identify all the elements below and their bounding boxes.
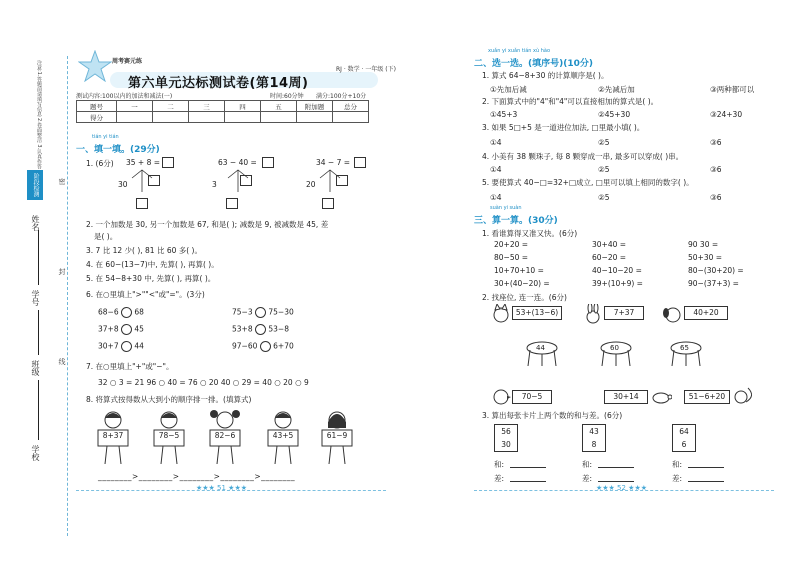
- q6-left: 97−60: [232, 341, 258, 351]
- field-school-line[interactable]: [38, 380, 39, 440]
- right-page-number: ★★★ 52 ★★★: [596, 484, 648, 492]
- q6-left: 75−3: [232, 307, 253, 317]
- q1-split-box-5[interactable]: [322, 198, 334, 209]
- page-title: 第六单元达标测试卷(第14周): [128, 76, 309, 91]
- s5-question: 5. 要使算式 40−□=32+□成立, □里可以填上相同的数字( )。: [482, 178, 694, 187]
- section3-pinyin: suàn yi suàn: [490, 205, 522, 211]
- score-cell: 一: [117, 101, 153, 112]
- s5-opt-2[interactable]: ②5: [598, 193, 610, 202]
- score-input[interactable]: [189, 112, 225, 123]
- c3-diff-label-1: 差:: [494, 474, 505, 483]
- c2-bottom-card-2[interactable]: 30+14: [604, 390, 648, 404]
- grade-meta: RJ · 数学 · 一年级 (下): [336, 66, 396, 73]
- s4-opt-2[interactable]: ②5: [598, 165, 610, 174]
- series-name: 周考赛元练: [112, 58, 143, 65]
- q6-right: 45: [134, 324, 144, 334]
- star-logo-icon: [78, 50, 112, 82]
- cut-mark-1: 密: [58, 178, 66, 185]
- q5: 5. 在 54−8+30 中, 先算( ), 再算( )。: [86, 274, 216, 283]
- c1-label: 1. 看谁算得又准又快。(6分): [482, 229, 578, 238]
- q6-left: 30+7: [98, 341, 119, 351]
- score-cell: 五: [261, 101, 297, 112]
- dog-icon: [662, 304, 684, 324]
- q1-label: 1. (6分): [86, 159, 114, 168]
- s1-opt-2[interactable]: ②先减后加: [598, 85, 635, 94]
- c1-r2-b[interactable]: 60−20 =: [592, 253, 627, 262]
- c1-r1-b[interactable]: 30+40 =: [592, 240, 627, 249]
- c3-diff-label-3: 差:: [672, 474, 683, 483]
- s2-opt-1[interactable]: ①45+3: [490, 110, 518, 119]
- c3-num: 8: [591, 440, 597, 449]
- q6-right: 68: [134, 307, 144, 317]
- s3-opt-3[interactable]: ③6: [710, 138, 722, 147]
- c3-num: 6: [681, 440, 687, 449]
- chick-icon: [490, 386, 512, 406]
- score-input[interactable]: [261, 112, 297, 123]
- score-cell: 题号: [77, 101, 117, 112]
- left-page-number: ★★★ 51 ★★★: [196, 484, 248, 492]
- q6-left: 53+8: [232, 324, 253, 334]
- section2-title: 二、选一选。(填序号)(10分): [474, 59, 593, 69]
- s1-opt-1[interactable]: ①先加后减: [490, 85, 527, 94]
- test-content: 测试内容:100以内的加法和减法(一): [76, 93, 173, 100]
- squirrel-icon: [732, 386, 754, 406]
- compare-circle[interactable]: [121, 307, 132, 318]
- c3-card-1: [494, 424, 518, 452]
- q4: 4. 在 60−(13−7)中, 先算( ), 再算( )。: [86, 260, 219, 269]
- q6-item-6: [232, 341, 294, 352]
- c1-r3-c[interactable]: 80−(30+20) =: [688, 266, 744, 275]
- c1-r3-b[interactable]: 40−10−20 =: [592, 266, 642, 275]
- c3-card-3: [672, 424, 696, 452]
- q6-right: 6+70: [273, 341, 294, 351]
- s4-opt-1[interactable]: ①4: [490, 165, 502, 174]
- q1-expr-3: 34 − 7 =: [316, 158, 351, 167]
- c2-bottom-card-1[interactable]: 70−5: [512, 390, 552, 404]
- c2-top-card-3[interactable]: 40+20: [684, 306, 728, 320]
- binding-notes: 注意:1.答题前请填写信息 2.卷面整洁 3.认真作答: [36, 60, 42, 170]
- turtle-icon: [650, 386, 672, 406]
- c1-r2-a[interactable]: 80−50 =: [494, 253, 529, 262]
- s1-opt-3[interactable]: ③两种都可以: [710, 85, 755, 94]
- c3-num: 30: [501, 440, 511, 449]
- q7-label: 7. 在○里填上"+"或"−"。: [86, 362, 174, 371]
- rabbit-icon: [582, 304, 604, 324]
- q6-item-1: [98, 307, 144, 318]
- score-cell: 总分: [333, 101, 369, 112]
- q6-right: 75−30: [268, 307, 294, 317]
- q1-expr-2: 63 − 40 =: [218, 158, 257, 167]
- c3-label: 3. 算出每张卡片上两个数的和与差。(6分): [482, 411, 623, 420]
- field-number-label: 学号: [31, 290, 40, 306]
- c3-num: 43: [589, 427, 599, 436]
- section1-title: 一、填一填。(29分): [76, 145, 160, 155]
- c3-card-2: [582, 424, 606, 452]
- q1-split-lines: [120, 166, 380, 196]
- c2-seat-1[interactable]: 44: [536, 344, 545, 352]
- score-input[interactable]: [333, 112, 369, 123]
- c1-r4-b[interactable]: 39+(10+9) =: [592, 279, 643, 288]
- c1-r1-c[interactable]: 90 30 =: [688, 240, 719, 249]
- c3-diff-label-2: 差:: [582, 474, 593, 483]
- field-number-line[interactable]: [38, 230, 39, 285]
- s4-opt-3[interactable]: ③6: [710, 165, 722, 174]
- c3-sum-label-3: 和:: [672, 460, 683, 469]
- c3-sum-input-1[interactable]: [510, 458, 546, 468]
- c3-sum-label-1: 和:: [494, 460, 505, 469]
- c1-r4-a[interactable]: 30+(40−20) =: [494, 279, 550, 288]
- q6-left: 37+8: [98, 324, 119, 334]
- cut-mark-3: 线: [58, 358, 66, 365]
- s2-opt-3[interactable]: ③24+30: [710, 110, 743, 119]
- c2-seat-2[interactable]: 60: [610, 344, 619, 352]
- c3-diff-input-1[interactable]: [510, 472, 546, 482]
- q8-card-2: 78−5: [158, 431, 180, 440]
- q2-line2: 是( )。: [94, 232, 118, 241]
- score-cell: 二: [153, 101, 189, 112]
- section1-pinyin: tián yi tián: [92, 134, 119, 140]
- q8-card-4: 43+5: [272, 431, 294, 440]
- c3-diff-input-3[interactable]: [688, 472, 724, 482]
- q8-card-3: 82−6: [214, 431, 236, 440]
- q1-split-2: 3: [212, 180, 217, 189]
- score-cell: 附加题: [297, 101, 333, 112]
- cat-icon: [490, 304, 512, 324]
- q1-split-box-1[interactable]: [136, 198, 148, 209]
- c1-r1-a[interactable]: 20+20 =: [494, 240, 529, 249]
- score-cell: 三: [189, 101, 225, 112]
- q7-items[interactable]: 32 ○ 3 = 21 96 ○ 40 = 76 ○ 20 40 ○ 29 = 40 ○ 20 ○ 9: [98, 378, 309, 387]
- q6-right: 44: [134, 341, 144, 351]
- s2-question: 2. 下面算式中的"4"和"4"可以直接相加的算式是( )。: [482, 97, 659, 106]
- c3-sum-input-3[interactable]: [688, 458, 724, 468]
- cut-mark-2: 封: [58, 268, 66, 275]
- compare-circle[interactable]: [255, 307, 266, 318]
- c1-r4-c[interactable]: 90−(37+3) =: [688, 279, 739, 288]
- q6-left: 68−6: [98, 307, 119, 317]
- c2-top-card-1[interactable]: 53+(13−6): [512, 306, 562, 320]
- test-score: 满分:100分+10分: [316, 93, 367, 100]
- compare-circle[interactable]: [121, 324, 132, 335]
- field-school-label: 学校: [31, 445, 40, 461]
- s2-opt-2[interactable]: ②45+30: [598, 110, 631, 119]
- s1-question: 1. 算式 64−8+30 的计算顺序是( )。: [482, 71, 609, 80]
- field-name-label: 姓名: [31, 215, 40, 231]
- q6-item-4: [232, 324, 289, 335]
- q1-split-1: 30: [118, 180, 128, 189]
- c2-label: 2. 找座位, 连一连。(6分): [482, 293, 567, 302]
- s3-opt-1[interactable]: ①4: [490, 138, 502, 147]
- score-input[interactable]: [153, 112, 189, 123]
- score-input[interactable]: [297, 112, 333, 123]
- q8-card-1: 8+37: [102, 431, 124, 440]
- q3: 3. 7 比 12 少( ), 81 比 60 多( )。: [86, 246, 202, 255]
- s5-opt-3[interactable]: ③6: [710, 193, 722, 202]
- field-class-line[interactable]: [38, 310, 39, 355]
- q2-line1: 2. 一个加数是 30, 另一个加数是 67, 和是( ); 减数是 9, 被减数是 45, 差: [86, 220, 329, 229]
- q1-split-3: 20: [306, 180, 316, 189]
- score-table-header-row: [77, 101, 369, 112]
- test-time: 时间:60分钟: [270, 93, 304, 100]
- score-table: [76, 100, 369, 123]
- q8-card-5: 61−9: [326, 431, 348, 440]
- s4-question: 4. 小美有 38 颗珠子, 每 8 颗穿成一串, 最多可以穿成( )串。: [482, 152, 684, 161]
- compare-circle[interactable]: [260, 341, 271, 352]
- score-input[interactable]: [117, 112, 153, 123]
- q6-item-2: [232, 307, 294, 318]
- c1-r3-a[interactable]: 10+70+10 =: [494, 266, 544, 275]
- c1-r2-c[interactable]: 50+30 =: [688, 253, 723, 262]
- section2-pinyin: xuǎn yi xuǎn tián xù hào: [488, 48, 551, 54]
- q6-right: 53−8: [268, 324, 289, 334]
- c2-top-card-2[interactable]: 7+37: [604, 306, 644, 320]
- q6-item-5: [98, 341, 144, 352]
- q1-split-box-3[interactable]: [226, 198, 238, 209]
- c2-seat-3[interactable]: 65: [680, 344, 689, 352]
- score-cell: 四: [225, 101, 261, 112]
- c2-bottom-card-3[interactable]: 51−6+20: [684, 390, 730, 404]
- compare-circle[interactable]: [255, 324, 266, 335]
- c3-num: 64: [679, 427, 689, 436]
- score-input[interactable]: [225, 112, 261, 123]
- q8-label: 8. 将算式按得数从大到小的顺序排一排。(填算式): [86, 395, 252, 404]
- q6-label: 6. 在○里填上">""<"或"="。(3分): [86, 290, 205, 299]
- c3-sum-input-2[interactable]: [598, 458, 634, 468]
- c3-diff-input-2[interactable]: [598, 472, 634, 482]
- score-cell: 得分: [77, 112, 117, 123]
- q1-expr-1: 35 + 8 =: [126, 158, 161, 167]
- c3-sum-label-2: 和:: [582, 460, 593, 469]
- binding-tab: 阶段检测: [27, 170, 43, 200]
- s3-question: 3. 如果 5□+5 是一道进位加法, □里最小填( )。: [482, 123, 645, 132]
- field-class-label: 班级: [31, 360, 40, 376]
- c3-num: 56: [501, 427, 511, 436]
- s5-opt-1[interactable]: ①4: [490, 193, 502, 202]
- q8-order-line[interactable]: ________>________>________>________>________: [98, 472, 296, 481]
- s3-opt-2[interactable]: ②5: [598, 138, 610, 147]
- q6-item-3: [98, 324, 144, 335]
- score-table-score-row: [77, 112, 369, 123]
- compare-circle[interactable]: [121, 341, 132, 352]
- section3-title: 三、算一算。(30分): [474, 216, 558, 226]
